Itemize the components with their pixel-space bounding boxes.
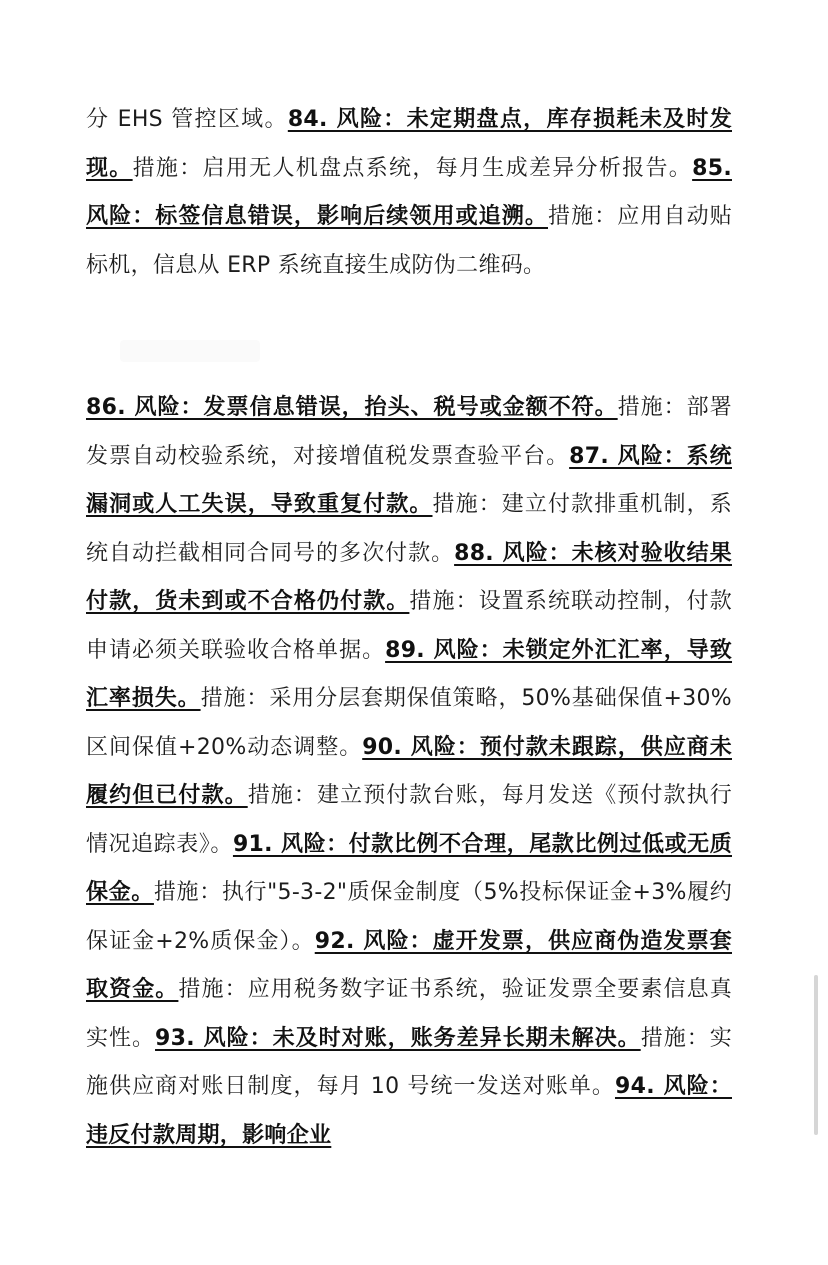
risk-89: 89. 风险：未锁定外汇汇率，导致汇率损失。 xyxy=(86,637,733,711)
measure-87: 措施：建立付款排重机制，系统自动拦截相同合同号的多次付款。 xyxy=(86,492,732,566)
scrollbar[interactable] xyxy=(816,0,824,1265)
measure-91: 措施：执行"5-3-2"质保金制度（5%投标保证金+3%履约保证金+2%质保金）。 xyxy=(86,880,733,954)
scrollbar-thumb[interactable] xyxy=(814,975,818,1135)
faded-divider xyxy=(120,340,260,362)
risk-87: 87. 风险：系统漏洞或人工失误，导致重复付款。 xyxy=(86,443,732,517)
measure-84: 措施：启用无人机盘点系统，每月生成差异分析报告。 xyxy=(132,155,693,181)
measure-90: 措施：建立预付款台账，每月发送《预付款执行情况追踪表》。 xyxy=(86,783,732,857)
intro-text: 分 EHS 管控区域。 xyxy=(86,107,288,132)
risk-85: 85. 风险：标签信息错误，影响后续领用或追溯。 xyxy=(86,155,732,229)
measure-85: 措施：应用自动贴标机，信息从 ERP 系统直接生成防伪二维码。 xyxy=(86,204,732,278)
paragraph-inventory-risks xyxy=(86,96,732,290)
measure-88: 措施：设置系统联动控制，付款申请必须关联验收合格单据。 xyxy=(86,589,733,663)
risk-91: 91. 风险：付款比例不合理，尾款比例过低或无质保金。 xyxy=(86,831,732,905)
measure-89: 措施：采用分层套期保值策略，50%基础保值+30%区间保值+20%动态调整。 xyxy=(86,686,732,760)
risk-92: 92. 风险：虚开发票，供应商伪造发票套取资金。 xyxy=(86,928,732,1002)
measure-92: 措施：应用税务数字证书系统，验证发票全要素信息真实性。 xyxy=(86,977,733,1051)
risk-88: 88. 风险：未核对验收结果付款，货未到或不合格仍付款。 xyxy=(86,540,732,614)
risk-90: 90. 风险：预付款未跟踪，供应商未履约但已付款。 xyxy=(86,734,732,808)
risk-86: 86. 风险：发票信息错误，抬头、税号或金额不符。 xyxy=(86,395,618,420)
risk-94: 94. 风险：违反付款周期，影响企业 xyxy=(86,1074,732,1148)
paragraph-payment-risks xyxy=(86,384,732,1160)
risk-84: 84. 风险：未定期盘点，库存损耗未及时发现。 xyxy=(86,107,732,181)
measure-93: 措施：实施供应商对账日制度，每月 10 号统一发送对账单。 xyxy=(86,1025,733,1099)
risk-93: 93. 风险：未及时对账，账务差异长期未解决。 xyxy=(155,1025,641,1051)
measure-86: 措施：部署发票自动校验系统，对接增值税发票查验平台。 xyxy=(86,395,732,469)
